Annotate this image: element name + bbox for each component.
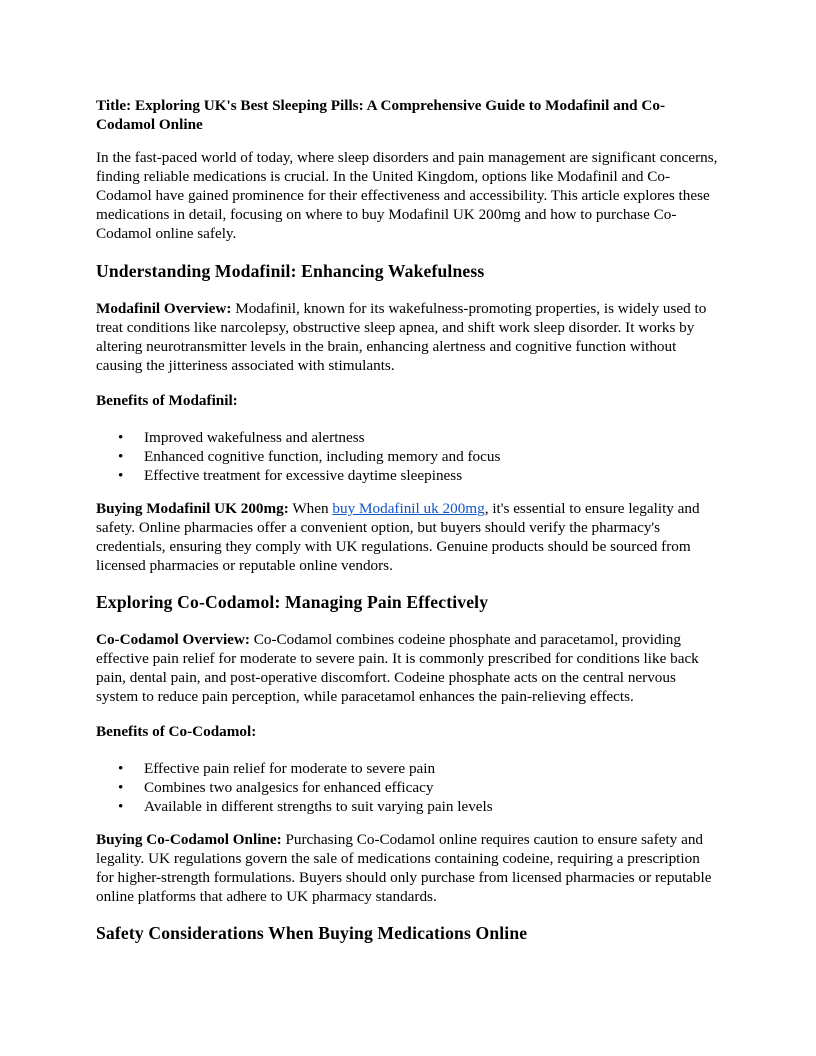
cocodamol-buying-label: Buying Co-Codamol Online: — [96, 831, 282, 848]
cocodamol-overview-text: Co-Codamol combines codeine phosphate and paracetamol, providing effective pain relief for moderate to severe pain. It is commonly prescribed for conditions like back pain, dental pain, and post-operative discomfort. Codeine phosphate acts on the central nervous system to reduce pain perception, while paracetamol enhances the pain-relieving effects. — [96, 631, 699, 705]
list-item-text: Improved wakefulness and alertness — [144, 429, 365, 446]
list-item — [118, 778, 720, 797]
list-item-text: Enhanced cognitive function, including memory and focus — [144, 448, 501, 465]
cocodamol-overview-label: Co-Codamol Overview: — [96, 631, 250, 648]
list-item — [118, 759, 720, 778]
modafinil-benefits-label: Benefits of Modafinil: — [96, 392, 238, 409]
bullet-icon: • — [118, 448, 124, 465]
modafinil-benefits-list — [96, 428, 720, 485]
modafinil-overview-paragraph — [96, 299, 720, 375]
document-title: Title: Exploring UK's Best Sleeping Pills: A Comprehensive Guide to Modafinil and Co-Codamol Online — [96, 97, 666, 133]
buy-modafinil-link[interactable]: buy Modafinil uk 200mg — [332, 500, 485, 517]
list-item-text: Available in different strengths to suit varying pain levels — [144, 798, 493, 815]
cocodamol-overview-paragraph — [96, 630, 720, 706]
bullet-icon: • — [118, 467, 124, 484]
safety-heading: Safety Considerations When Buying Medications Online — [96, 923, 528, 943]
list-item — [118, 428, 720, 447]
modafinil-buying-post: , it's essential to ensure legality and safety. Online pharmacies offer a convenient option, but buyers should verify the pharmacy's credentials, ensuring they comply with UK regulations. Genuine products should be sourced from licensed pharmacies or reputable online vendors. — [96, 500, 700, 574]
modafinil-benefits-paragraph — [96, 391, 720, 410]
bullet-icon: • — [118, 779, 124, 796]
bullet-icon: • — [118, 798, 124, 815]
bullet-icon: • — [118, 429, 124, 446]
bullet-icon: • — [118, 760, 124, 777]
cocodamol-buying-text: Purchasing Co-Codamol online requires caution to ensure safety and legality. UK regulations govern the sale of medications containing codeine, requiring a prescription for higher-strength formulations. Buyers should only purchase from licensed pharmacies or reputable online platforms that adhere to UK pharmacy standards. — [96, 831, 712, 905]
list-item-text: Effective treatment for excessive daytime sleepiness — [144, 467, 463, 484]
cocodamol-benefits-paragraph — [96, 722, 720, 741]
cocodamol-benefits-list — [96, 759, 720, 816]
modafinil-overview-label: Modafinil Overview: — [96, 300, 232, 317]
list-item-text: Effective pain relief for moderate to severe pain — [144, 760, 436, 777]
modafinil-buying-paragraph — [96, 499, 720, 575]
list-item — [118, 447, 720, 466]
list-item — [118, 797, 720, 816]
list-item-text: Combines two analgesics for enhanced efficacy — [144, 779, 434, 796]
list-item — [118, 466, 720, 485]
modafinil-buying-label: Buying Modafinil UK 200mg: — [96, 500, 289, 517]
modafinil-heading: Understanding Modafinil: Enhancing Wakefulness — [96, 261, 485, 281]
cocodamol-buying-paragraph — [96, 830, 720, 906]
modafinil-overview-text: Modafinil, known for its wakefulness-promoting properties, is widely used to treat conditions like narcolepsy, obstructive sleep apnea, and shift work sleep disorder. It works by altering neurotransmitter levels in the brain, enhancing alertness and cognitive function without causing the jitteriness associated with stimulants. — [96, 300, 707, 374]
document-page — [96, 96, 720, 961]
intro-paragraph: In the fast-paced world of today, where sleep disorders and pain management are significant concerns, finding reliable medications is crucial. In the United Kingdom, options like Modafinil and Co-Codamol have gained prominence for their effectiveness and accessibility. This article explores these medications in detail, focusing on where to buy Modafinil UK 200mg and how to purchase Co-Codamol online safely. — [96, 149, 718, 242]
cocodamol-benefits-label: Benefits of Co-Codamol: — [96, 723, 257, 740]
cocodamol-heading: Exploring Co-Codamol: Managing Pain Effectively — [96, 592, 489, 612]
modafinil-buying-pre: When — [288, 500, 333, 517]
